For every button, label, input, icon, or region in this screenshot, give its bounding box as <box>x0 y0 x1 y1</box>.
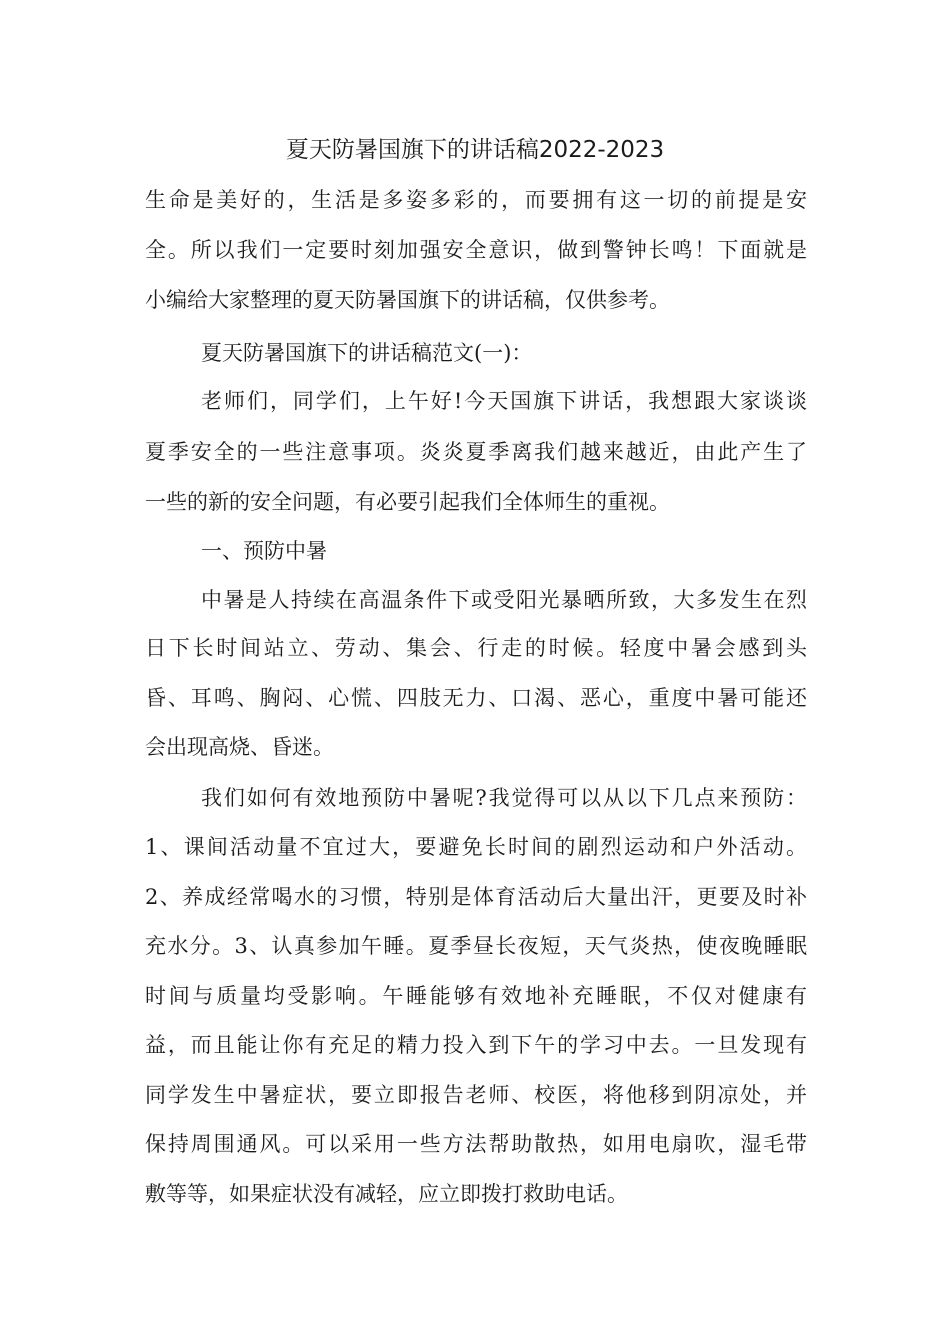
text-line: 我们如何有效地预防中暑呢?我觉得可以从以下几点来预防： <box>201 786 807 810</box>
text-line: 1、课间活动量不宜过大，要避免长时间的剧烈运动和户外活动。 <box>145 835 807 859</box>
text-line: 全。所以我们一定要时刻加强安全意识，做到警钟长鸣！下面就是 <box>145 238 807 262</box>
text-line: 夏季安全的一些注意事项。炎炎夏季离我们越来越近，由此产生了 <box>145 440 807 464</box>
text-line: 小编给大家整理的夏天防暑国旗下的讲话稿，仅供参考。 <box>145 288 670 312</box>
text-line: 时间与质量均受影响。午睡能够有效地补充睡眠，不仅对健康有 <box>145 984 807 1008</box>
document-title: 夏天防暑国旗下的讲话稿2022-2023 <box>285 137 665 163</box>
text-line: 一些的新的安全问题，有必要引起我们全体师生的重视。 <box>145 490 670 514</box>
text-line: 2、养成经常喝水的习惯，特别是体育活动后大量出汗，更要及时补 <box>145 885 807 909</box>
text-line: 益，而且能让你有充足的精力投入到下午的学习中去。一旦发现有 <box>145 1033 807 1057</box>
text-line: 同学发生中暑症状，要立即报告老师、校医，将他移到阴凉处，并 <box>145 1083 807 1107</box>
subheading: 一、预防中暑 <box>201 539 327 563</box>
text-line: 会出现高烧、昏迷。 <box>145 735 334 759</box>
text-line: 昏、耳鸣、胸闷、心慌、四肢无力、口渴、恶心，重度中暑可能还 <box>145 686 807 710</box>
text-line: 生命是美好的，生活是多姿多彩的，而要拥有这一切的前提是安 <box>145 188 807 212</box>
text-line: 中暑是人持续在高温条件下或受阳光暴晒所致，大多发生在烈 <box>201 588 807 612</box>
text-line: 充水分。3、认真参加午睡。夏季昼长夜短，天气炎热，使夜晚睡眠 <box>145 934 807 958</box>
text-line: 敷等等，如果症状没有减轻，应立即拨打救助电话。 <box>145 1182 628 1206</box>
text-line: 保持周围通风。可以采用一些方法帮助散热，如用电扇吹，湿毛带 <box>145 1132 807 1156</box>
section-heading: 夏天防暑国旗下的讲话稿范文(一)： <box>201 341 533 365</box>
text-line: 日下长时间站立、劳动、集会、行走的时候。轻度中暑会感到头 <box>145 636 807 660</box>
text-line: 老师们，同学们，上午好!今天国旗下讲话，我想跟大家谈谈 <box>201 389 807 413</box>
